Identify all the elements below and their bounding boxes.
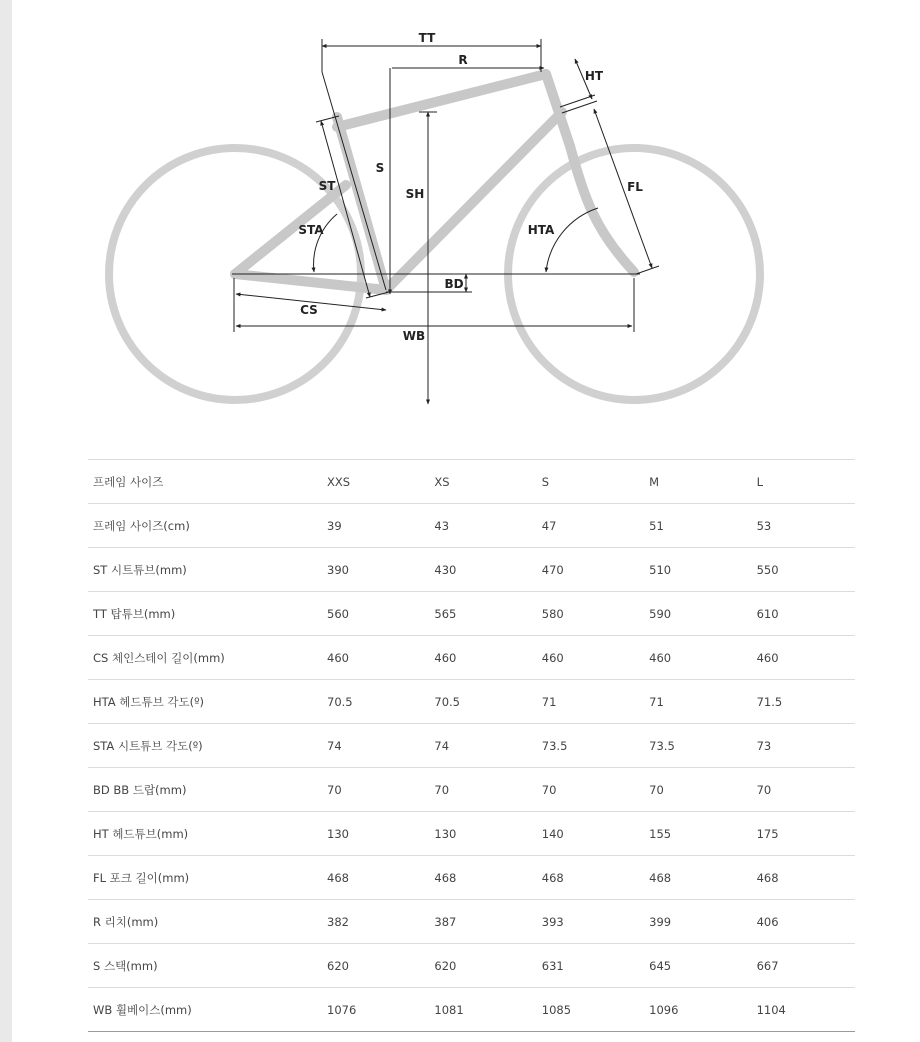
table-cell: 399: [640, 900, 747, 944]
row-label: WB 휠베이스(mm): [88, 988, 318, 1032]
fl-dimension: [594, 109, 652, 268]
table-row: [88, 592, 855, 636]
table-cell: 1104: [748, 988, 855, 1032]
table-cell: 460: [318, 636, 425, 680]
row-label: CS 체인스테이 길이(mm): [88, 636, 318, 680]
table-cell: 460: [640, 636, 747, 680]
table-cell: 1096: [640, 988, 747, 1032]
table-cell: 468: [533, 856, 640, 900]
table-cell: 460: [748, 636, 855, 680]
row-label: TT 탑튜브(mm): [88, 592, 318, 636]
row-label: R 리치(mm): [88, 900, 318, 944]
table-row: [88, 680, 855, 724]
table-header-row: [88, 460, 855, 504]
table-cell: 565: [425, 592, 532, 636]
table-cell: M: [640, 460, 747, 504]
fl-label: FL: [627, 180, 643, 194]
table-row: [88, 636, 855, 680]
st-label: ST: [318, 179, 336, 193]
table-row: [88, 504, 855, 548]
table-cell: 71: [640, 680, 747, 724]
table-cell: 460: [533, 636, 640, 680]
table-cell: 43: [425, 504, 532, 548]
table-cell: 382: [318, 900, 425, 944]
table-row: [88, 812, 855, 856]
table-cell: 70.5: [425, 680, 532, 724]
table-cell: 70: [318, 768, 425, 812]
table-cell: 580: [533, 592, 640, 636]
table-cell: 1081: [425, 988, 532, 1032]
table-cell: 393: [533, 900, 640, 944]
table-cell: 620: [425, 944, 532, 988]
table-row: [88, 548, 855, 592]
table-cell: 1076: [318, 988, 425, 1032]
row-label: S 스택(mm): [88, 944, 318, 988]
table-row: [88, 944, 855, 988]
table-cell: L: [748, 460, 855, 504]
row-label: HT 헤드튜브(mm): [88, 812, 318, 856]
row-label: FL 포크 길이(mm): [88, 856, 318, 900]
table-cell: 70: [425, 768, 532, 812]
table-cell: 71.5: [748, 680, 855, 724]
table-row: [88, 724, 855, 768]
table-cell: XS: [425, 460, 532, 504]
table-cell: 175: [748, 812, 855, 856]
s-label: S: [375, 161, 385, 175]
row-label: 프레임 사이즈: [88, 460, 318, 504]
table-cell: 155: [640, 812, 747, 856]
r-label: R: [458, 53, 468, 67]
table-cell: 74: [318, 724, 425, 768]
ht-label: HT: [584, 69, 604, 83]
table-cell: 631: [533, 944, 640, 988]
bike-frame: [235, 74, 634, 290]
table-cell: 53: [748, 504, 855, 548]
table-cell: S: [533, 460, 640, 504]
table-cell: 645: [640, 944, 747, 988]
table-cell: 430: [425, 548, 532, 592]
table-cell: 71: [533, 680, 640, 724]
wb-label: WB: [402, 329, 426, 343]
row-label: 프레임 사이즈(cm): [88, 504, 318, 548]
table-cell: 470: [533, 548, 640, 592]
table-cell: 550: [748, 548, 855, 592]
hta-label: HTA: [527, 223, 555, 237]
table-cell: 468: [640, 856, 747, 900]
table-row: [88, 988, 855, 1032]
table-cell: 560: [318, 592, 425, 636]
table-cell: 468: [318, 856, 425, 900]
table-cell: 406: [748, 900, 855, 944]
table-cell: 610: [748, 592, 855, 636]
cs-label: CS: [300, 303, 318, 317]
table-cell: 140: [533, 812, 640, 856]
table-cell: 73: [748, 724, 855, 768]
table-cell: 468: [748, 856, 855, 900]
table-cell: 620: [318, 944, 425, 988]
geometry-table: [88, 459, 855, 1032]
table-row: [88, 856, 855, 900]
table-cell: 130: [318, 812, 425, 856]
table-cell: 460: [425, 636, 532, 680]
table-cell: 70: [533, 768, 640, 812]
sh-label: SH: [405, 187, 425, 201]
table-cell: 667: [748, 944, 855, 988]
bd-label: BD: [444, 277, 464, 291]
table-cell: 387: [425, 900, 532, 944]
table-cell: 510: [640, 548, 747, 592]
row-label: STA 시트튜브 각도(º): [88, 724, 318, 768]
table-cell: 1085: [533, 988, 640, 1032]
table-cell: 70: [748, 768, 855, 812]
table-cell: 390: [318, 548, 425, 592]
row-label: BD BB 드랍(mm): [88, 768, 318, 812]
table-cell: XXS: [318, 460, 425, 504]
table-cell: 47: [533, 504, 640, 548]
table-cell: 130: [425, 812, 532, 856]
table-row: [88, 768, 855, 812]
row-label: ST 시트튜브(mm): [88, 548, 318, 592]
table-cell: 468: [425, 856, 532, 900]
tt-label: TT: [418, 31, 436, 45]
table-cell: 39: [318, 504, 425, 548]
table-cell: 73.5: [533, 724, 640, 768]
row-label: HTA 헤드튜브 각도(º): [88, 680, 318, 724]
table-cell: 51: [640, 504, 747, 548]
sta-label: STA: [298, 223, 324, 237]
table-cell: 74: [425, 724, 532, 768]
bike-geometry-diagram: [0, 0, 920, 450]
table-cell: 590: [640, 592, 747, 636]
table-cell: 70.5: [318, 680, 425, 724]
table-cell: 73.5: [640, 724, 747, 768]
table-row: [88, 900, 855, 944]
table-cell: 70: [640, 768, 747, 812]
